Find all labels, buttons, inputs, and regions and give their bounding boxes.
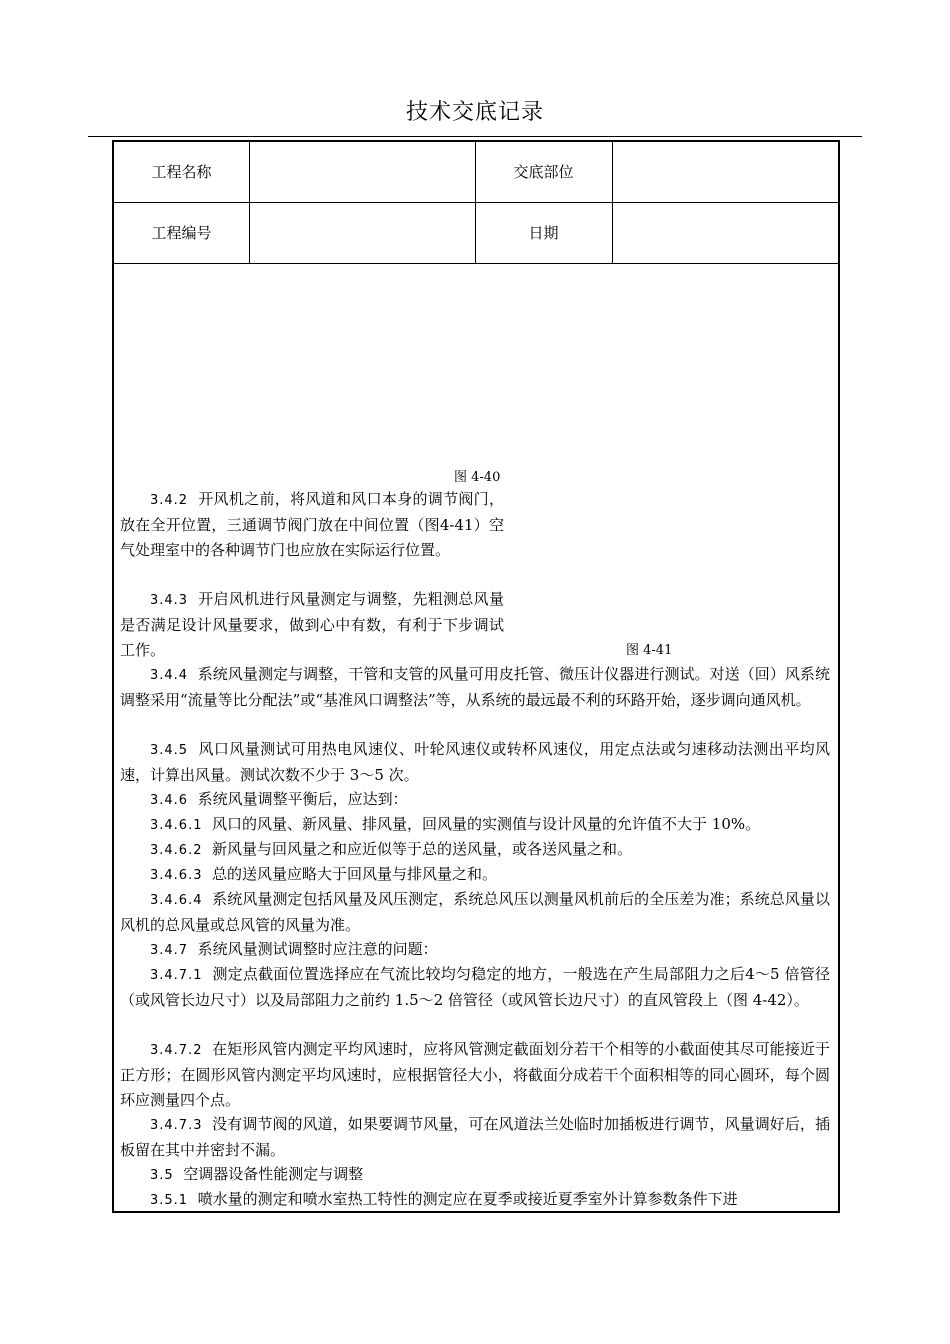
clause-number: 3.4.4 bbox=[150, 668, 189, 683]
clause-text: 在矩形风管内测定平均风速时，应将风管测定截面划分若干个相等的小截面使其尽可能接近于正方形；在圆形风管内测定平均风速时，应根据管径大小，将截面分成若干个面积相等的同心圆环，每个圆环应测量四个点。 bbox=[120, 1040, 830, 1109]
figure-4-41-caption: 图 4-41 bbox=[626, 643, 673, 658]
clause-3-4-6-2 bbox=[120, 837, 830, 863]
header-col-divider-2 bbox=[475, 142, 476, 263]
clause-number: 3.4.6.2 bbox=[150, 843, 203, 858]
clause-text: 开风机之前，将风道和风口本身的调节阀门，放在全开位置，三通调节阀门放在中间位置（图4-41）空气处理室中的各种调节门也应放在实际运行位置。 bbox=[120, 490, 504, 559]
clause-text: 系统风量测试调整时应注意的问题： bbox=[197, 940, 438, 958]
clause-3-4-6-3 bbox=[120, 862, 830, 888]
header-row-divider bbox=[114, 202, 838, 203]
location-field[interactable] bbox=[617, 162, 832, 182]
clause-3-4-7-1 bbox=[120, 962, 830, 1013]
clause-text: 风口的风量、新风量、排风量，回风量的实测值与设计风量的允许值不大于 10%。 bbox=[212, 815, 761, 833]
project-no-field[interactable] bbox=[254, 223, 469, 243]
clause-text: 系统风量调整平衡后，应达到： bbox=[197, 790, 408, 808]
header-col-divider-3 bbox=[612, 142, 613, 263]
clause-3-4-2 bbox=[120, 487, 504, 563]
clause-3-4-3 bbox=[120, 587, 504, 663]
clause-number: 3.5.1 bbox=[150, 1193, 189, 1208]
clause-number: 3.5 bbox=[150, 1168, 174, 1183]
clause-number: 3.4.7.2 bbox=[150, 1043, 203, 1058]
clause-number: 3.4.5 bbox=[150, 743, 189, 758]
document-title: 技术交底记录 bbox=[405, 100, 544, 125]
title-rule bbox=[88, 136, 862, 137]
clause-text: 总的送风量应略大于回风量与排风量之和。 bbox=[212, 865, 498, 883]
header-col-divider-1 bbox=[249, 142, 250, 263]
clause-text: 新风量与回风量之和应近似等于总的送风量，或各送风量之和。 bbox=[212, 840, 633, 858]
date-label: 日期 bbox=[528, 224, 559, 242]
project-name-field[interactable] bbox=[254, 162, 469, 182]
clause-number: 3.4.6.3 bbox=[150, 868, 203, 883]
clause-text: 空调器设备性能测定与调整 bbox=[183, 1165, 364, 1183]
project-name-label: 工程名称 bbox=[151, 163, 212, 181]
clause-3-4-7-3 bbox=[120, 1112, 830, 1163]
clause-text: 开启风机进行风量测定与调整，先粗测总风量是否满足设计风量要求，做到心中有数，有利于下步调试工作。 bbox=[120, 590, 504, 659]
clause-3-4-6 bbox=[120, 787, 830, 813]
clause-3-5-1 bbox=[120, 1187, 830, 1209]
figure-4-40-caption: 图 4-40 bbox=[454, 470, 501, 485]
clause-3-4-5 bbox=[120, 737, 830, 788]
clause-number: 3.4.7.1 bbox=[150, 968, 203, 983]
clause-3-4-7 bbox=[120, 937, 830, 963]
clause-text: 系统风量测定与调整，干管和支管的风量可用皮托管、微压计仪器进行测试。对送（回）风系统调整采用“流量等比分配法”或“基准风口调整法”等，从系统的最远最不利的环路开始，逐步调向通风机。 bbox=[120, 665, 830, 709]
clause-number: 3.4.7.3 bbox=[150, 1118, 203, 1133]
date-field[interactable] bbox=[617, 223, 832, 243]
clause-text: 系统风量测定包括风量及风压测定，系统总风压以测量风机前后的全压差为准；系统总风量以风机的总风量或总风管的风量为准。 bbox=[120, 890, 830, 934]
clause-text: 没有调节阀的风道，如果要调节风量，可在风道法兰处临时加插板进行调节，风量调好后，插板留在其中并密封不漏。 bbox=[120, 1115, 830, 1159]
header-bottom-divider bbox=[114, 263, 838, 264]
clause-number: 3.4.6.4 bbox=[150, 893, 203, 908]
clause-3-4-6-4 bbox=[120, 887, 830, 938]
clause-number: 3.4.2 bbox=[150, 493, 189, 508]
clause-number: 3.4.6.1 bbox=[150, 818, 203, 833]
clause-number: 3.4.6 bbox=[150, 793, 189, 808]
section-3-5-heading bbox=[120, 1162, 830, 1188]
clause-number: 3.4.7 bbox=[150, 943, 189, 958]
record-frame bbox=[112, 140, 840, 1213]
project-no-label: 工程编号 bbox=[151, 224, 212, 242]
clause-text: 测定点截面位置选择应在气流比较均匀稳定的地方，一般选在产生局部阻力之后4～5 倍管径（或风管长边尺寸）以及局部阻力之前约 1.5～2 倍管径（或风管长边尺寸）的直风管段上（图 4-42）。 bbox=[120, 965, 831, 1009]
clause-number: 3.4.3 bbox=[150, 593, 189, 608]
location-label: 交底部位 bbox=[513, 163, 574, 181]
clause-3-4-7-2 bbox=[120, 1037, 830, 1113]
clause-text: 风口风量测试可用热电风速仪、叶轮风速仪或转杯风速仪，用定点法或匀速移动法测出平均风速，计算出风量。测试次数不少于 3～5 次。 bbox=[120, 740, 830, 784]
clause-text: 喷水量的测定和喷水室热工特性的测定应在夏季或接近夏季室外计算参数条件下进 bbox=[197, 1190, 738, 1208]
clause-3-4-4 bbox=[120, 662, 830, 713]
clause-3-4-6-1 bbox=[120, 812, 830, 838]
